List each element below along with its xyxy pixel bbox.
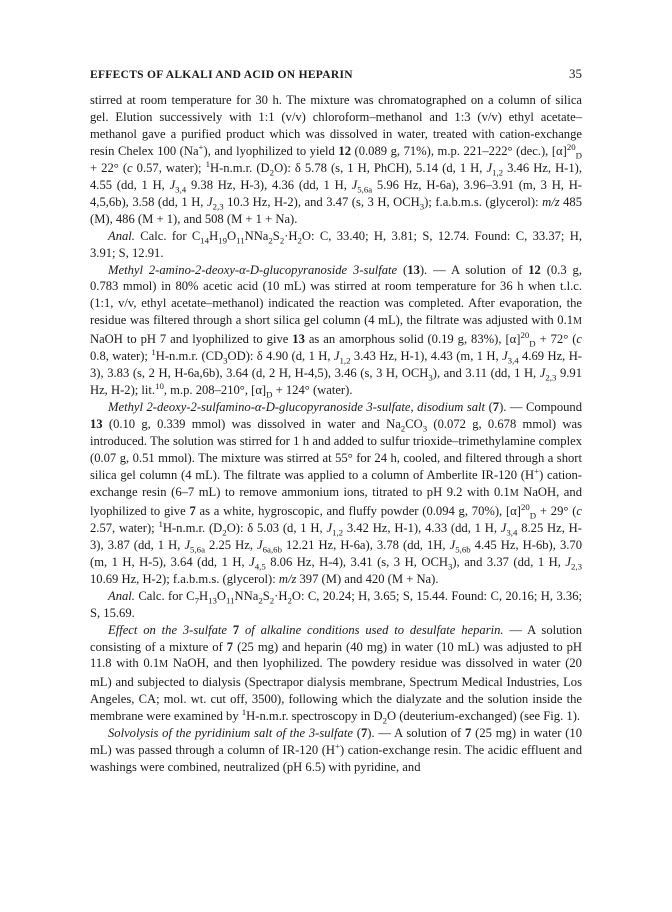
page-number: 35 <box>569 66 582 81</box>
paragraph-alkaline-effect: Effect on the 3-sulfate 7 of alkaline conditions used to desulfate heparin. — A solution consisting of a mixture of 7 (25 mg) and heparin (40 mg) in water (10 mL) was adjusted to pH 11.8 with 0.1M NaOH, and then lyophilized. The powdery residue was dissolved in water (20 mL) and subjected to dialysis (Spectrapor dialysis membrane, Spectrum Medical Industries, Los Angeles, CA; mol. wt. cut off, 3500), following which the dialyzate and the solution inside the membrane were examined by $^1$H-n.m.r. spectroscopy in $D_2O$ (deuterium-exchanged) (see Fig. 1). <box>90 622 583 726</box>
paragraph-compound-13: Methyl 2-amino-2-deoxy-α-D-glucopyranoside 3-sulfate (13). — A solution of 12 (0.3 g, 0.783 mmol) in 80% acetic acid (10 mL) was stirred at room temperature for 36 h when t.l.c. (1:1, v/v, ethyl acetate–methanol) indicated the reaction was completed. After evaporation, the residue was filtered through a short silica gel column (4 mL), the filtrate was adjusted with 0.1M NaOH to pH 7 and lyophilized to give 13 as an amorphous solid (0.19 g, 83%), $[\alpha]^{20}_D + 72^\circ$ (c 0.8, water); $^1$H-n.m.r. $(CD_3OD)$: δ 4.90 (d, 1 H, $J_{1,2}$ 3.43 Hz, H-1), 4.43 (m, 1 H, $J_{3,4}$ 4.69 Hz, H-3), 3.83 (s, 2 H, H-6a,6b), 3.64 (d, 2 H, H-4,5), 3.46 (s, 3 H, $OCH_3$), and 3.11 (dd, 1 H, $J_{2,3}$ 9.91 Hz, H-2); lit.$^{10}$, m.p. 208–210°, $[\alpha]_D + 124^\circ$ (water). <box>90 262 583 400</box>
section-title: Methyl 2-amino-2-deoxy-α-D-glucopyranoside 3-sulfate <box>108 262 398 277</box>
paragraph-1: stirred at room temperature for 30 h. The mixture was chromatographed on a column of silica gel. Elution successively with 1:1 (v/v) chloroform–methanol and 1:3 (v/v) ethyl acetate–methanol gave a purified product which was dissolved in water, treated with cation-exchange resin Chelex 100 (Na+), and lyophilized to yield 12 (0.089 g, 71%), m.p. 221–222° (dec.), $[\alpha]^{20}_D + 22^\circ$ (c 0.57, water); $^1$H-n.m.r. $(D_2O)$: δ 5.78 (s, 1 H, PhCH), 5.14 (d, 1 H, $J_{1,2}$ 3.46 Hz, H-1), 4.55 (dd, 1 H, $J_{3,4}$ 9.38 Hz, H-3), 4.36 (dd, 1 H, $J_{5,6a}$ 5.96 Hz, H-6a), 3.96–3.91 (m, 3 H, H-4,5,6b), 3.58 (dd, 1 H, $J_{2,3}$ 10.3 Hz, H-2), and 3.47 (s, 3 H, $OCH_3$); f.a.b.m.s. (glycerol): m/z 485 (M), 486 (M + 1), and 508 (M + 1 + Na). <box>90 93 583 226</box>
paragraph-solvolysis: Solvolysis of the pyridinium salt of the 3-sulfate (7). — A solution of 7 (25 mg) in water (10 mL) was passed through a column of IR-120 (H+) cation-exchange resin. The acidic effluent and washings were combined, neutralized (pH 6.5) with pyridine, and <box>90 726 583 775</box>
section-title: Effect on the 3-sulfate <box>108 622 227 637</box>
analysis-paragraph-1: Anal. Calc. for $C_{14}H_{19}O_{11}NNa_2S_2\cdot H_2O$: C, 33.40; H, 3.81; S, 12.74. Found: C, 33.37; H, 3.91; S, 12.91. <box>90 228 582 260</box>
running-title: EFFECTS OF ALKALI AND ACID ON HEPARIN <box>90 69 353 81</box>
section-title: Solvolysis of the pyridinium salt of the 3-sulfate <box>108 726 353 741</box>
page-header <box>90 66 582 82</box>
section-title: Methyl 2-deoxy-2-sulfamino-α-D-glucopyranoside 3-sulfate, disodium salt <box>108 400 486 415</box>
analysis-paragraph-2: Anal. Calc. for $C_7H_{13}O_{11}NNa_2S_2\cdot H_2O$: C, 20.24; H, 3.65; S, 15.44. Found: C, 20.16; H, 3.36; S, 15.69. <box>90 588 582 620</box>
paragraph-compound-7: Methyl 2-deoxy-2-sulfamino-α-D-glucopyranoside 3-sulfate, disodium salt (7). — Compound 13 (0.10 g, 0.339 mmol) was dissolved in water and $Na_2CO_3$ (0.072 g, 0.678 mmol) was introduced. The solution was stirred for 1 h and added to sulfur trioxide–trimethylamine complex (0.07 g, 0.51 mmol). The mixture was stirred at 55° for 24 h, cooled, and filtered through a short silica gel column (4 mL). The filtrate was applied to a column of Amberlite IR-120 (H+) cation-exchange resin (6–7 mL) to remove ammonium ions, titrated to pH 9.2 with 0.1M NaOH, and lyophilized to give 7 as a white, hygroscopic, and fluffy powder (0.094 g, 70%), $[\alpha]^{20}_D + 29^\circ$ (c 2.57, water); $^1$H-n.m.r. $(D_2O)$: δ 5.03 (d, 1 H, $J_{1,2}$ 3.42 Hz, H-1), 4.33 (dd, 1 H, $J_{3,4}$ 8.25 Hz, H-3), 3.87 (dd, 1 H, $J_{5,6a}$ 2.25 Hz, $J_{6a,6b}$ 12.21 Hz, H-6a), 3.78 (dd, 1H, $J_{5,6b}$ 4.45 Hz, H-6b), 3.70 (m, 1 H, H-5), 3.64 (dd, 1 H, $J_{4,5}$ 8.06 Hz, H-4), 3.41 (s, 3 H, $OCH_3$), and 3.37 (dd, 1 H, $J_{2,3}$ 10.69 Hz, H-2); f.a.b.m.s. (glycerol): m/z 397 (M) and 420 (M + Na). <box>90 400 583 586</box>
article-body <box>90 92 582 776</box>
